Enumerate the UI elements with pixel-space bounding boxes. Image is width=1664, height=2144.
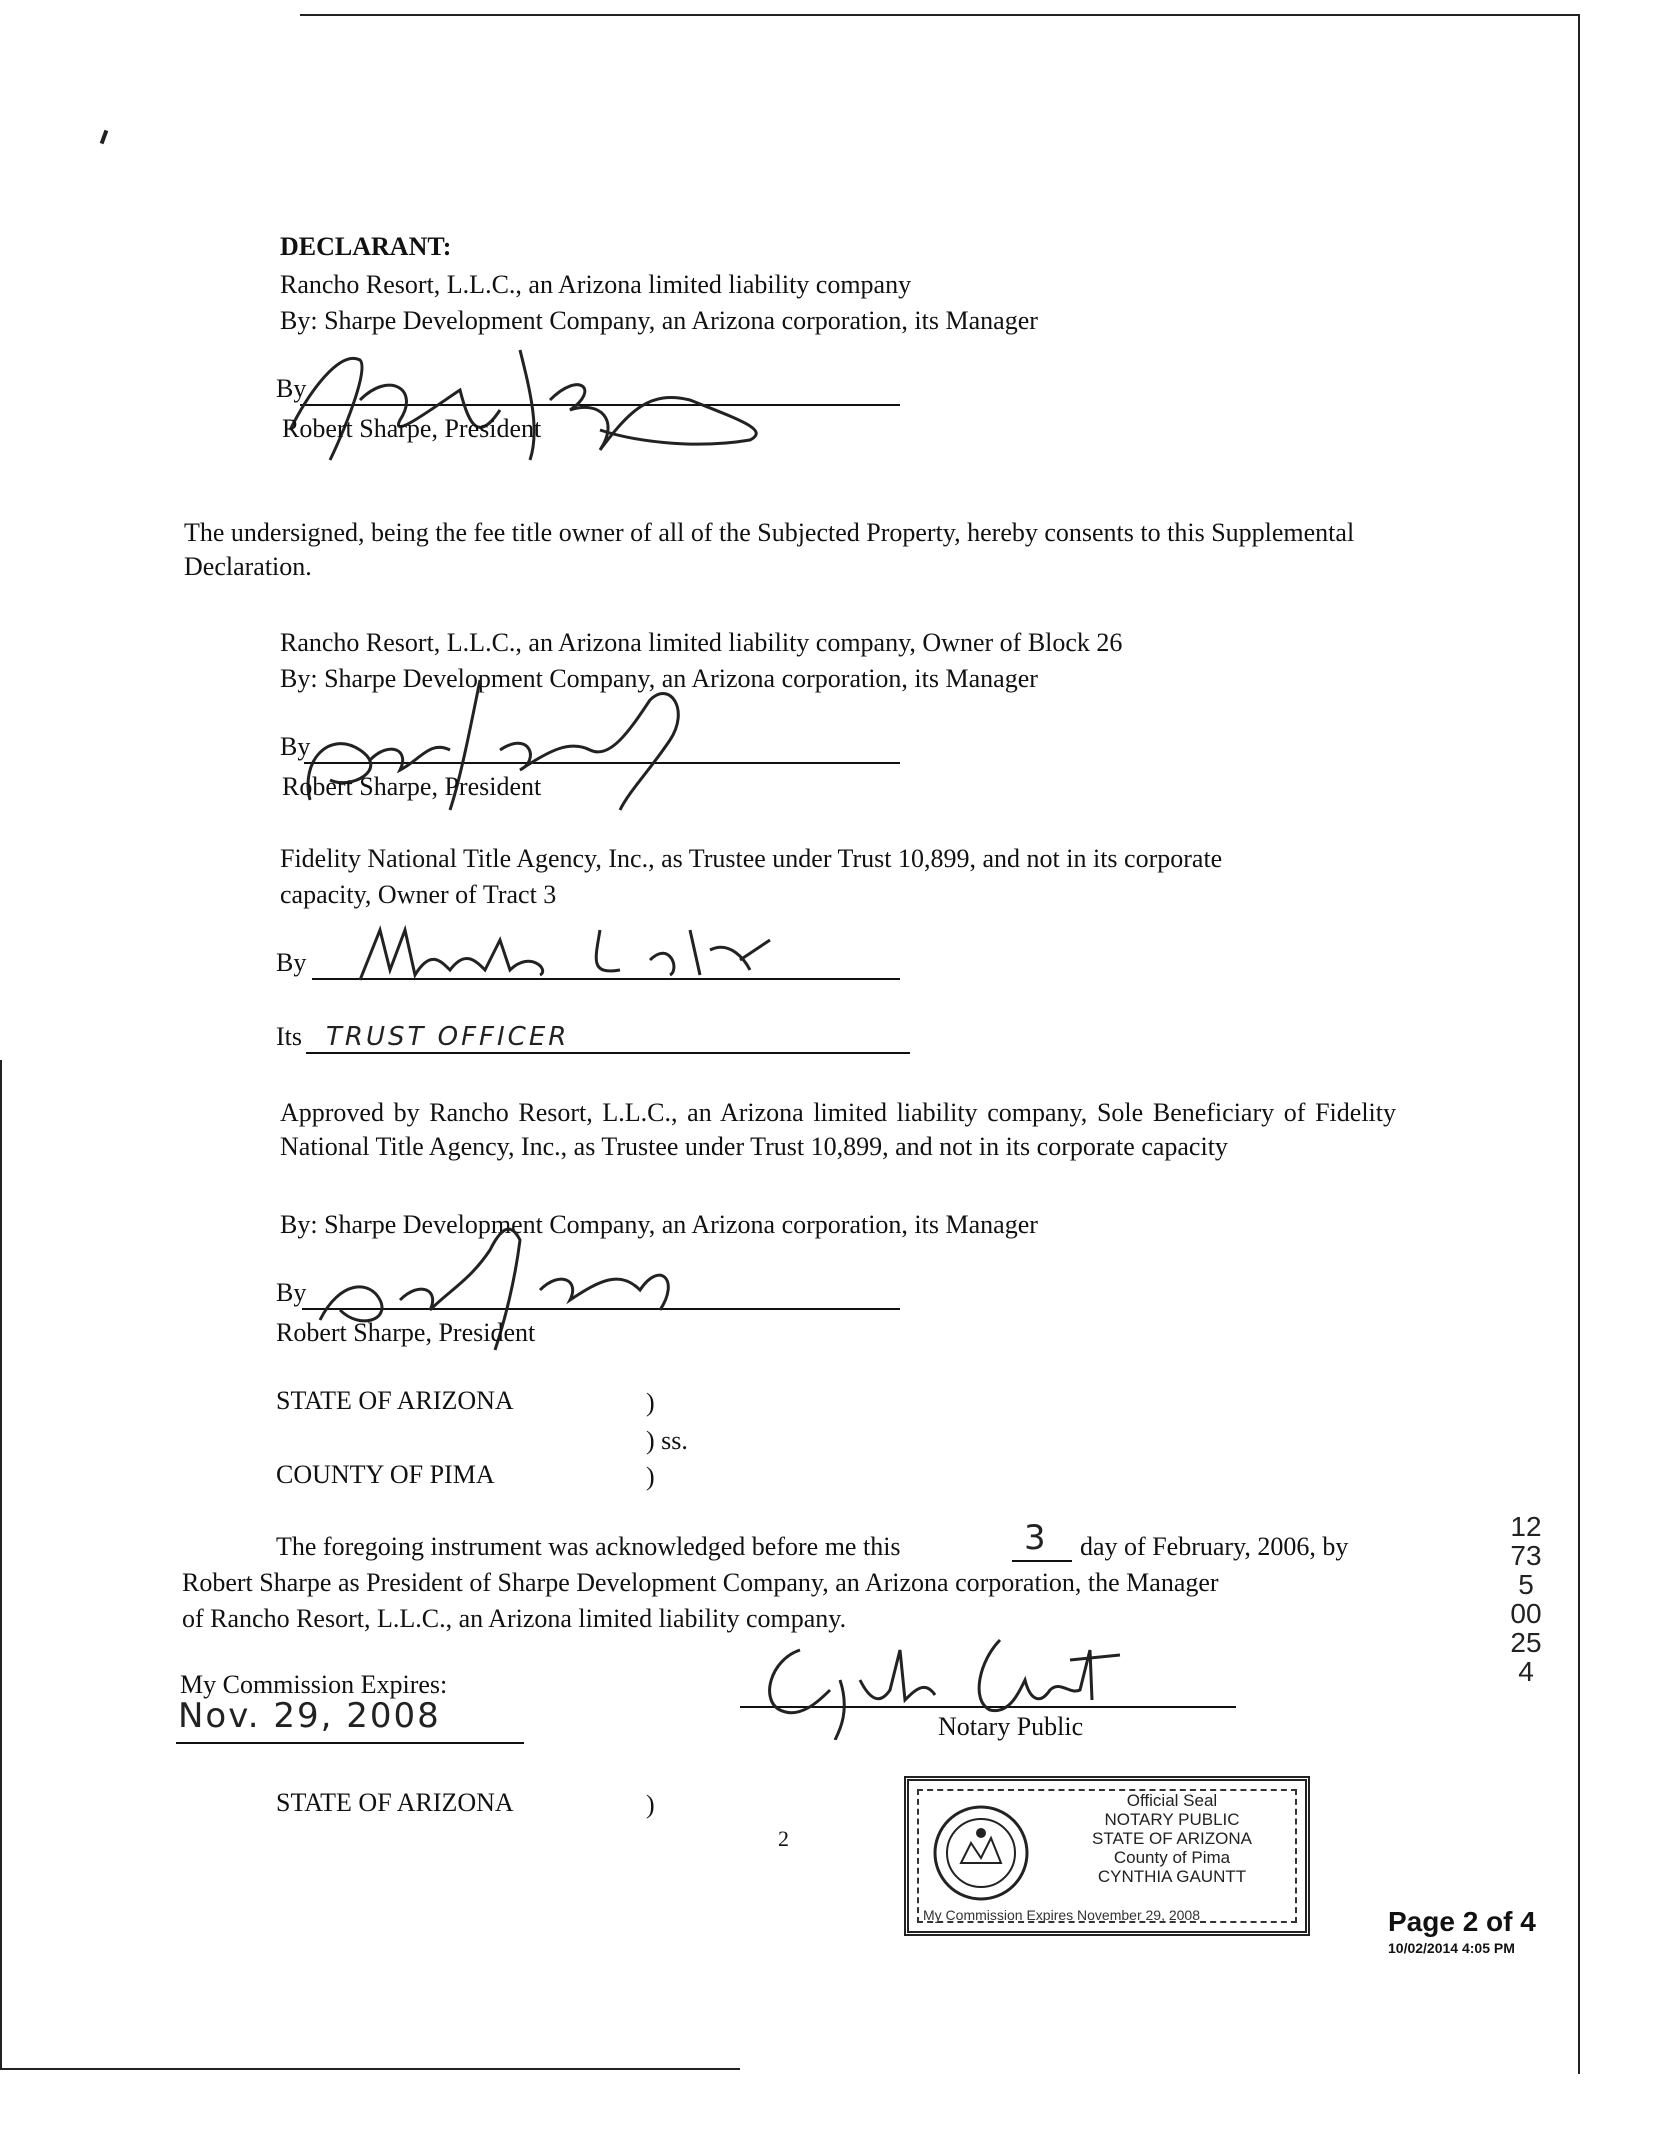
seal-line: STATE OF ARIZONA [1092,1829,1252,1848]
tract-owner-line2: capacity, Owner of Tract 3 [280,880,557,909]
approval-signer: Robert Sharpe, President [276,1318,536,1347]
scan-border-left [0,1060,2,2070]
tract-owner-its-value: TRUST OFFICER [326,1022,570,1052]
recording-number: 12735 00254 [1510,1511,1542,1687]
acknowledgment-day-line [1012,1560,1072,1562]
acknowledgment-line2: Robert Sharpe as President of Sharpe Development Company, an Arizona corporation, the Manager [182,1568,1219,1597]
block-owner-company: Rancho Resort, L.L.C., an Arizona limited liability company, Owner of Block 26 [280,628,1123,657]
block-owner-signer: Robert Sharpe, President [282,772,542,801]
scan-border-right [1578,14,1580,2074]
seal-line: CYNTHIA GAUNTT [1097,1867,1247,1886]
declarant-company: Rancho Resort, L.L.C., an Arizona limited liability company [280,270,912,299]
block-owner-manager: By: Sharpe Development Company, an Arizona corporation, its Manager [280,664,1038,693]
acknowledgment-part1: The foregoing instrument was acknowledged before me this [276,1532,901,1561]
declarant-signer: Robert Sharpe, President [282,414,542,443]
venue-paren-bottom: ) [646,1462,655,1491]
commission-date: Nov. 29, 2008 [178,1696,441,1736]
page-info-label: Page 2 of 4 [1388,1906,1536,1937]
tract-owner-its-line [306,1052,910,1054]
acknowledgment-line3: of Rancho Resort, L.L.C., an Arizona limited liability company. [182,1604,847,1633]
venue-paren-top: ) [646,1388,655,1417]
acknowledgment-part2: day of February, 2006, by [1080,1532,1349,1561]
venue2-state: STATE OF ARIZONA [276,1788,514,1817]
seal-line: Official Seal [1126,1791,1218,1810]
consent-paragraph: The undersigned, being the fee title owner of all of the Subjected Property, hereby consents to this Supplemental Declaration. [184,518,1355,581]
notary-public-label: Notary Public [938,1712,1084,1741]
scan-speck [100,130,109,145]
tract-owner-line1: Fidelity National Title Agency, Inc., as Trustee under Trust 10,899, and not in its corporate [280,844,1223,873]
tract-owner-signature [350,910,790,990]
venue2-paren: ) [646,1790,655,1819]
acknowledgment-day: 3 [1024,1518,1046,1558]
venue-county: COUNTY OF PIMA [276,1460,495,1489]
page-info-timestamp: 10/02/2014 4:05 PM [1388,1940,1515,1956]
scan-border-top [300,14,1580,16]
seal-text [1059,1791,1285,1886]
approval-text: Approved by Rancho Resort, L.L.C., an Arizona limited liability company, Sole Beneficiary of Fidelity National Title Agency, Inc., as Trustee under Trust 10,899, and not in its corporate capacity [280,1098,1396,1161]
state-seal-emblem-icon [931,1803,1031,1903]
declarant-heading: DECLARANT: [280,232,452,261]
tract-owner-its-label: Its [276,1022,302,1051]
declarant-manager: By: Sharpe Development Company, an Arizona corporation, its Manager [280,306,1038,335]
commission-date-line [176,1742,524,1744]
scan-border-bottom [0,2068,740,2070]
seal-commission-expiry: My Commission Expires November 29, 2008 [923,1907,1200,1923]
seal-line: County of Pima [1113,1848,1231,1867]
approval-manager: By: Sharpe Development Company, an Arizona corporation, its Manager [280,1210,1038,1239]
block-owner-by-label: By [280,732,311,761]
page-number: 2 [778,1826,789,1851]
notary-seal [904,1776,1310,1936]
commission-label: My Commission Expires: [180,1670,448,1699]
tract-owner-by-label: By [276,948,307,977]
venue-state: STATE OF ARIZONA [276,1386,514,1415]
venue-ss: ) ss. [646,1426,688,1455]
declarant-signature [270,330,790,470]
approval-by-label: By [276,1278,307,1307]
seal-line: NOTARY PUBLIC [1104,1810,1240,1829]
declarant-by-label: By [276,374,307,403]
